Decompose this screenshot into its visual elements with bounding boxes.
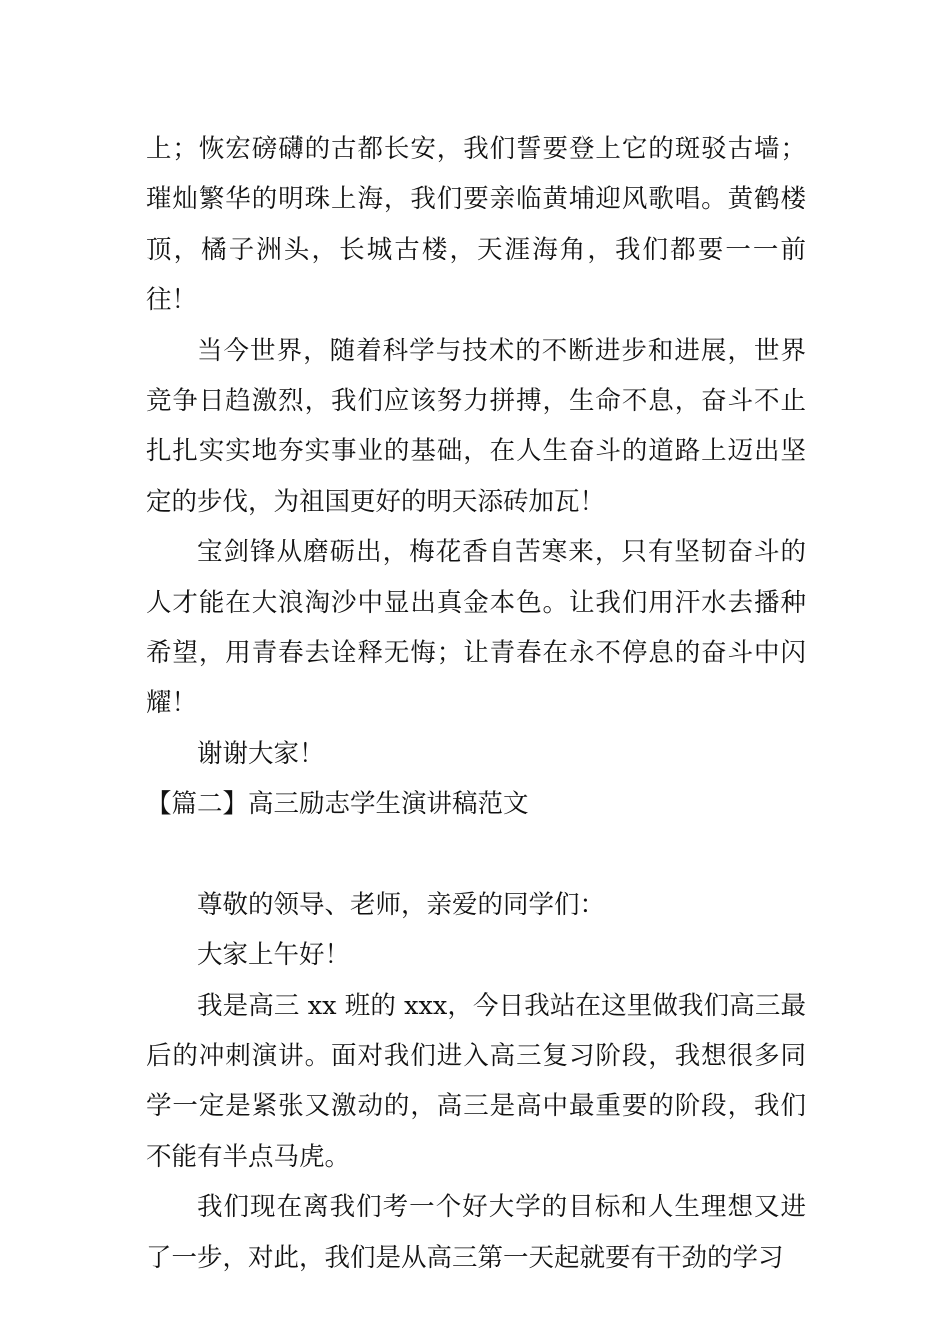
paragraph: 宝剑锋从磨砺出，梅花香自苦寒来，只有坚韧奋斗的人才能在大浪淘沙中显出真金本色。让我们用汗水去播种希望，用青春去诠释无悔；让青春在永不停息的奋斗中闪耀！ (146, 537, 806, 719)
paragraph: 我们现在离我们考一个好大学的目标和人生理想又进了一步，对此，我们是从高三第一天起就要有干劲的学习 (146, 1192, 806, 1273)
greeting: 大家上午好！ (197, 940, 351, 971)
paragraph: 上；恢宏磅礴的古都长安，我们誓要登上它的斑驳古墙；璀灿繁华的明珠上海，我们要亲临黄埔迎风歌唱。黄鹤楼顶，橘子洲头，长城古楼，天涯海角，我们都要一一前往！ (146, 134, 806, 316)
document-body (146, 124, 806, 1283)
salutation: 尊敬的领导、老师，亲爱的同学们： (197, 889, 606, 920)
blank-line (146, 830, 806, 880)
paragraph: 我是高三 xx 班的 xxx，今日我站在这里做我们高三最后的冲刺演讲。面对我们进入高三复习阶段，我想很多同学一定是紧张又激动的，高三是高中最重要的阶段，我们不能有半点马虎。 (146, 990, 806, 1172)
paragraph: 当今世界，随着科学与技术的不断进步和进展，世界竞争日趋激烈，我们应该努力拼搏，生命不息，奋斗不止扎扎实实地夯实事业的基础，在人生奋斗的道路上迈出坚定的步伐，为祖国更好的明天添砖加瓦！ (146, 335, 806, 517)
closing-thanks: 谢谢大家！ (197, 738, 325, 769)
section-heading: 【篇二】高三励志学生演讲稿范文 (146, 789, 529, 820)
